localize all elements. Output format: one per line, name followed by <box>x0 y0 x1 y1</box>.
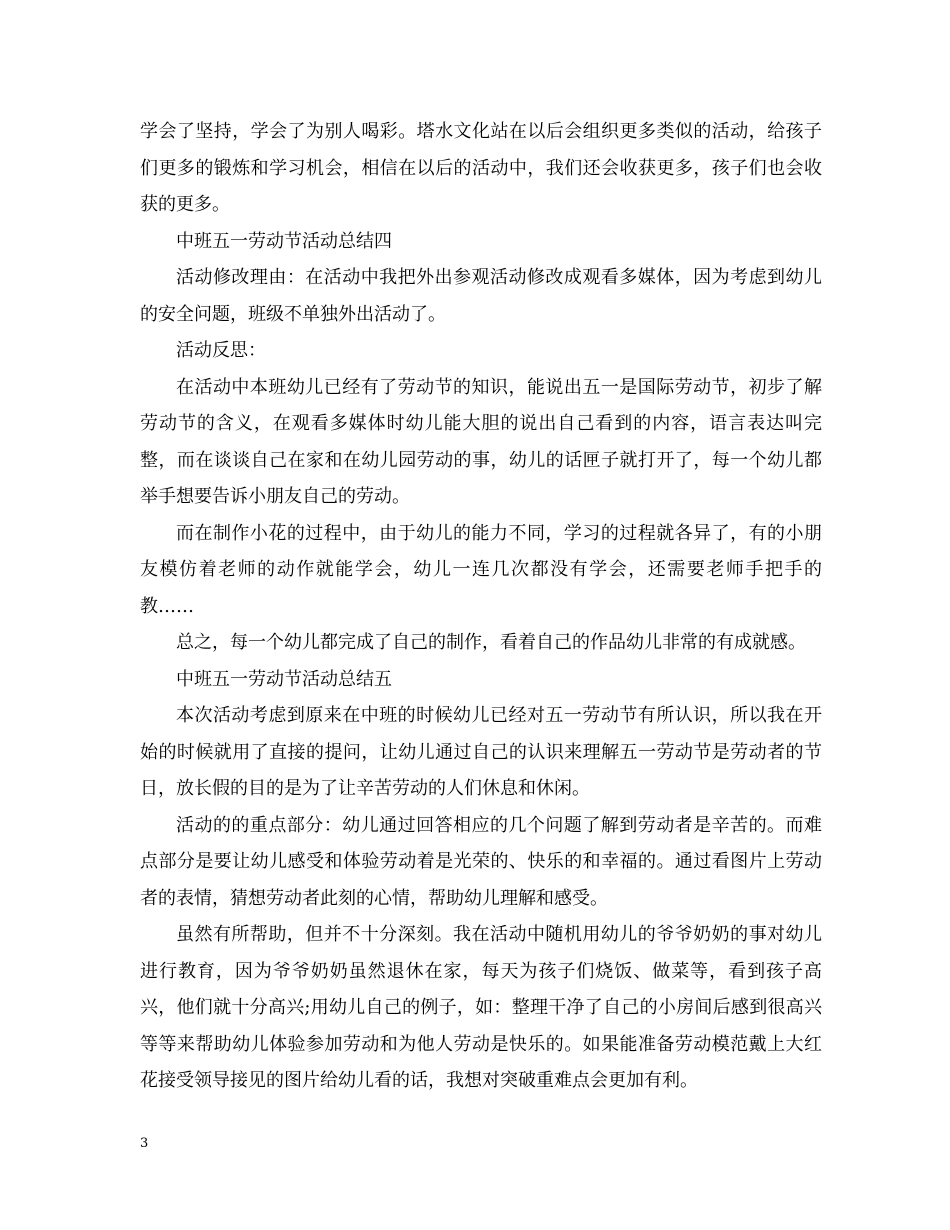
paragraph-reflection-body: 在活动中本班幼儿已经有了劳动节的知识，能说出五一是国际劳动节，初步了解劳动节的含义，在观看多媒体时幼儿能大胆的说出自己看到的内容，语言表达叫完整，而在谈谈自己在家和在幼儿园劳动的事，幼儿的话匣子就打开了，每一个幼儿都举手想要告诉小朋友自己的劳动。 <box>140 376 822 507</box>
section-heading-summary-five: 中班五一劳动节活动总结五 <box>176 668 392 690</box>
paragraph-key-points: 活动的的重点部分：幼儿通过回答相应的几个问题了解到劳动者是辛苦的。而难点部分是要让幼儿感受和体验劳动着是光荣的、快乐的和幸福的。通过看图片上劳动者的表情，猜想劳动者此刻的心情，帮助幼儿理解和感受。 <box>140 814 822 909</box>
paragraph-reflection-heading: 活动反思： <box>176 340 266 361</box>
paragraph-conclusion: 总之，每一个幼儿都完成了自己的制作，看着自己的作品幼儿非常的有成就感。 <box>176 632 806 653</box>
page-number: 3 <box>140 1136 149 1151</box>
paragraph-final-reflection: 虽然有所帮助，但并不十分深刻。我在活动中随机用幼儿的爷爷奶奶的事对幼儿进行教育，因为爷爷奶奶虽然退休在家，每天为孩子们烧饭、做菜等，看到孩子高兴，他们就十分高兴;用幼儿自己的例子，如：整理干净了自己的小房间后感到很高兴等等来帮助幼儿体验参加劳动和为他人劳动是快乐的。如果能准备劳动模范戴上大红花接受领导接见的图片给幼儿看的话，我想对突破重难点会更加有利。 <box>140 924 822 1091</box>
paragraph-making-flowers: 而在制作小花的过程中，由于幼儿的能力不同，学习的过程就各异了，有的小朋友模仿着老师的动作就能学会，幼儿一连几次都没有学会，还需要老师手把手的教…… <box>140 522 822 617</box>
paragraph-activity-intro: 本次活动考虑到原来在中班的时候幼儿已经对五一劳动节有所认识，所以我在开始的时候就用了直接的提问，让幼儿通过自己的认识来理解五一劳动节是劳动者的节日，放长假的目的是为了让辛苦劳动的人们休息和休闲。 <box>140 705 822 799</box>
document-body <box>140 114 822 1100</box>
paragraph-continuation: 学会了坚持，学会了为别人喝彩。塔水文化站在以后会组织更多类似的活动，给孩子们更多的锻炼和学习机会，相信在以后的活动中，我们还会收获更多，孩子们也会收获的更多。 <box>140 121 822 215</box>
section-heading-summary-four: 中班五一劳动节活动总结四 <box>176 230 392 252</box>
paragraph-modification-reason: 活动修改理由：在活动中我把外出参观活动修改成观看多媒体，因为考虑到幼儿的安全问题，班级不单独外出活动了。 <box>140 267 822 325</box>
